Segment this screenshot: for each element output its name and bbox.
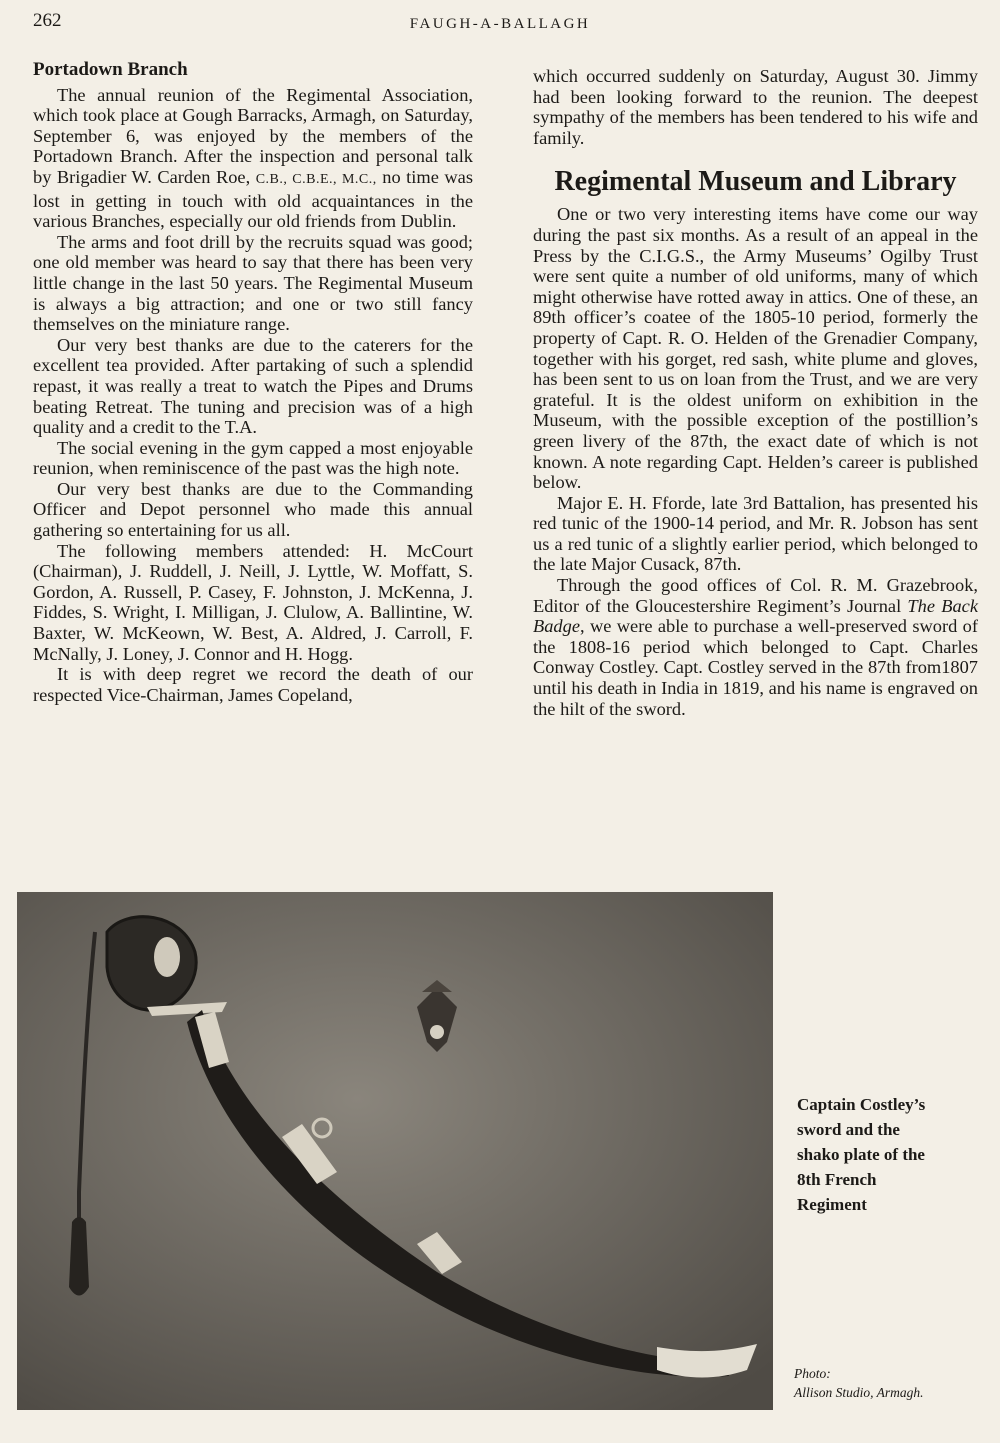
caption-line: Captain Costley’s	[797, 1095, 926, 1114]
credit-line: Photo:	[794, 1366, 831, 1381]
portadown-p1-text-a: The annual reunion of the Regimental Association, which took place at Gough Barracks, Armagh, on Saturday, September 6, was enjoyed by the members of the Portadown Branch. After the inspection and personal talk by Brigadier W. Carden Roe,	[33, 84, 473, 187]
portadown-paragraph-7-continued: which occurred suddenly on Saturday, August 30. Jimmy had been looking forward to the reunion. The deepest sympathy of the members has been tendered to his wife and family.	[533, 66, 978, 148]
left-column	[33, 60, 473, 705]
credit-line: Allison Studio, Armagh.	[794, 1385, 924, 1400]
museum-p3-text-a: Through the good offices of Col. R. M. Grazebrook, Editor of the Gloucestershire Regiment’s Journal	[533, 575, 978, 616]
right-column	[533, 66, 978, 719]
caption-line: Regiment	[797, 1195, 867, 1214]
caption-line: sword and the	[797, 1120, 900, 1139]
portadown-paragraph-3: Our very best thanks are due to the caterers for the excellent tea provided. After partaking of such a splendid repast, it was really a treat to watch the Pipes and Drums beating Retreat. The tuning and precision was of a high quality and a credit to the T.A.	[33, 334, 473, 438]
portadown-paragraph-7: It is with deep regret we record the death of our respected Vice-Chairman, James Copeland,	[33, 664, 473, 705]
sword-illustration	[17, 892, 773, 1410]
journal-title: The Back Badge	[533, 595, 978, 637]
museum-paragraph-3	[533, 575, 978, 719]
portadown-paragraph-4: The social evening in the gym capped a most enjoyable reunion, when reminiscence of the past was the high note.	[33, 437, 473, 479]
portadown-heading: Portadown Branch	[33, 59, 188, 80]
museum-heading: Regimental Museum and Library	[554, 166, 957, 198]
honours-abbreviation: C.B., C.B.E., M.C.,	[255, 171, 377, 187]
page-number: 262	[33, 10, 62, 31]
portadown-paragraph-2: The arms and foot drill by the recruits squad was good; one old member was heard to say that there has been very little change in the last 50 years. The Regimental Museum is always a big attraction; and one or two still fancy themselves on the miniature range.	[33, 231, 473, 335]
portadown-p1-text-b: no time was lost in getting in touch with old acquaintances in the various Branches, especially our old friends from Dublin.	[33, 166, 473, 232]
museum-paragraph-2: Major E. H. Fforde, late 3rd Battalion, has presented his red tunic of the 1900-14 period, and Mr. R. Jobson has sent us a red tunic of a slightly earlier period, which belonged to the late Major Cusack, 87th.	[533, 492, 978, 575]
photo-caption	[797, 1092, 977, 1217]
caption-line: 8th French	[797, 1170, 877, 1189]
museum-p3-text-b: , we were able to purchase a well-preserved sword of the 1808-16 period which belonged to Capt. Charles Conway Costley. Capt. Costley served in the 87th from1807 until his death in India in 1819, and his name is engraved on the hilt of the sword.	[533, 616, 978, 719]
portadown-paragraph-5: Our very best thanks are due to the Commanding Officer and Depot personnel who made this annual gathering so entertaining for us all.	[33, 478, 473, 541]
photo-credit	[794, 1364, 984, 1402]
portadown-paragraph-1	[33, 85, 473, 232]
portadown-paragraph-6: The following members attended: H. McCourt (Chairman), J. Ruddell, J. Neill, J. Lyttle, W. Moffatt, S. Gordon, A. Russell, P. Casey, F. Johnston, J. McKenna, J. Fiddes, S. Wright, I. Milligan, J. Clulow, A. Ballintine, W. Baxter, W. McKeown, W. Best, A. Aldred, J. Carroll, F. McNally, J. Loney, J. Connor and H. Hogg.	[33, 540, 473, 664]
caption-line: shako plate of the	[797, 1145, 925, 1164]
running-title: FAUGH-A-BALLAGH	[409, 16, 591, 32]
museum-paragraph-1: One or two very interesting items have come our way during the past six months. As a result of an appeal in the Press by the C.I.G.S., the Army Museums’ Ogilby Trust were sent quite a number of old uniforms, many of which might otherwise have rotted away in attics. One of these, an 89th officer’s coatee of the 1805-10 period, formerly the property of Capt. R. O. Helden of the Grenadier Company, together with his gorget, red sash, white plume and gloves, has been sent to us on loan from the Trust, and we are very grateful. It is the oldest uniform on exhibition in the Museum, with the possible exception of the postillion’s green livery of the 87th, the exact date of which is not known. A note regarding Capt. Helden’s career is published below.	[533, 204, 978, 493]
sword-photograph	[17, 892, 773, 1410]
